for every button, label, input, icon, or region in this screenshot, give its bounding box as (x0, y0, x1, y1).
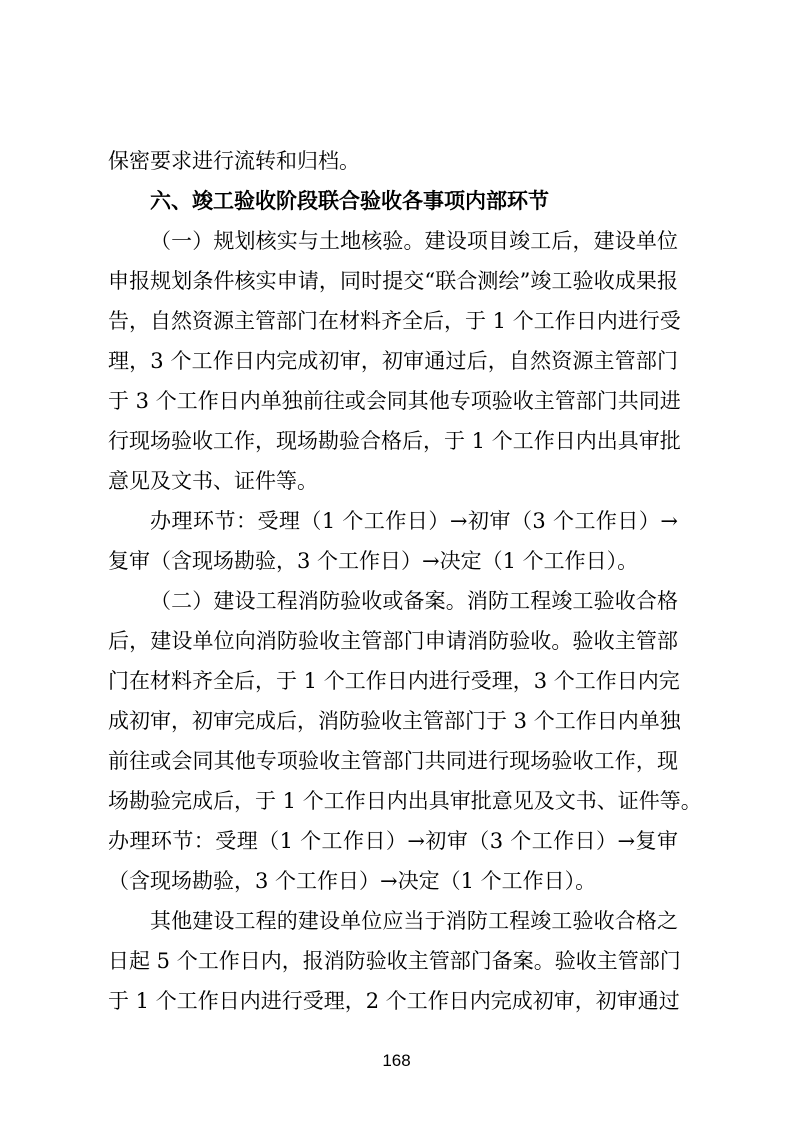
text-line: 于 3 个工作日内单独前往或会同其他专项验收主管部门共同进 (108, 389, 681, 413)
text-line: （含现场勘验，3 个工作日）→决定（1 个工作日）。 (108, 869, 597, 893)
text-line: 办理环节：受理（1 个工作日）→初审（3 个工作日）→复审 (108, 829, 678, 853)
section-heading: 六、竣工验收阶段联合验收各事项内部环节 (150, 189, 549, 213)
text-line: 意见及文书、证件等。 (108, 469, 318, 493)
text-line: 其他建设工程的建设单位应当于消防工程竣工验收合格之 (150, 909, 678, 933)
text-line: 行现场验收工作，现场勘验合格后，于 1 个工作日内出具审批 (108, 429, 681, 453)
text-line: 成初审，初审完成后，消防验收主管部门于 3 个工作日内单独 (108, 709, 681, 733)
text-line: 门在材料齐全后，于 1 个工作日内进行受理，3 个工作日内完 (108, 669, 680, 693)
text-line: （一）规划核实与土地核验。建设项目竣工后，建设单位 (150, 229, 678, 253)
text-line: 理，3 个工作日内完成初审，初审通过后，自然资源主管部门 (108, 349, 678, 373)
text-line: 申报规划条件核实申请，同时提交“联合测绘”竣工验收成果报 (108, 269, 678, 293)
text-line: 后，建设单位向消防验收主管部门申请消防验收。验收主管部 (108, 629, 678, 653)
text-line: 办理环节：受理（1 个工作日）→初审（3 个工作日）→ (150, 509, 678, 533)
text-line: 保密要求进行流转和归档。 (108, 149, 360, 173)
text-line: 告，自然资源主管部门在材料齐全后，于 1 个工作日内进行受 (108, 309, 681, 333)
text-line: 于 1 个工作日内进行受理，2 个工作日内完成初审，初审通过 (108, 989, 680, 1013)
text-line: 复审（含现场勘验，3 个工作日）→决定（1 个工作日）。 (108, 549, 639, 573)
text-line: 场勘验完成后，于 1 个工作日内出具审批意见及文书、证件等。 (108, 789, 702, 813)
page-number: 168 (382, 1051, 411, 1070)
text-line: 日起 5 个工作日内，报消防验收主管部门备案。验收主管部门 (108, 949, 681, 973)
text-line: 前往或会同其他专项验收主管部门共同进行现场验收工作，现 (108, 749, 678, 773)
text-line: （二）建设工程消防验收或备案。消防工程竣工验收合格 (150, 589, 678, 613)
